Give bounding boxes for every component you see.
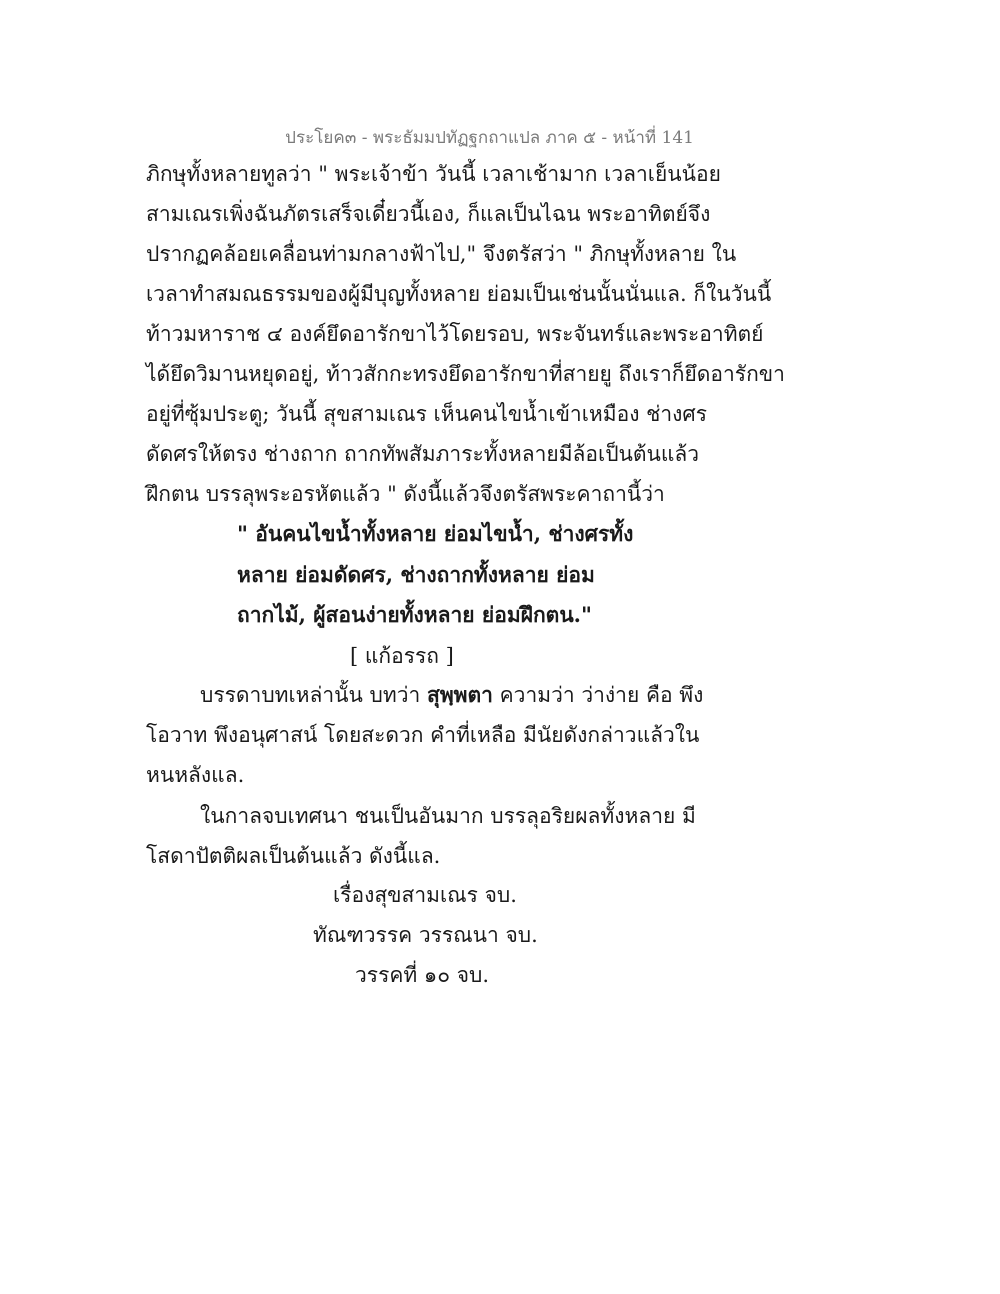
- explanation-line: [200, 681, 703, 709]
- explanation-line: โอวาท พึงอนุศาสน์ โดยสะดวก คำที่เหลือ มีนัยดังกล่าวแล้วใน: [146, 723, 700, 747]
- chapter-ending: ทัณฑวรรค วรรณนา จบ.: [313, 923, 538, 947]
- section-heading: [ แก้อรรถ ]: [350, 644, 454, 668]
- body-line: ได้ยึดวิมานหยุดอยู่, ท้าวสักกะทรงยึดอารักขาที่สายยู ถึงเราก็ยึดอารักขา: [146, 362, 785, 386]
- vagga-ending: วรรคที่ ๑๐ จบ.: [355, 963, 490, 987]
- body-line: เวลาทำสมณธรรมของผู้มีบุญทั้งหลาย ย่อมเป็นเช่นนั้นนั่นแล. ก็ในวันนี้: [146, 282, 772, 306]
- explanation-text: ความว่า ว่าง่าย คือ พึง: [492, 683, 704, 707]
- verse-line: หลาย ย่อมดัดศร, ช่างถากทั้งหลาย ย่อม: [237, 562, 595, 587]
- story-ending: เรื่องสุขสามเณร จบ.: [333, 883, 517, 907]
- body-line: ภิกษุทั้งหลายทูลว่า " พระเจ้าข้า วันนี้ เวลาเช้ามาก เวลาเย็นน้อย: [146, 162, 721, 186]
- body-line: ดัดศรให้ตรง ช่างถาก ถากทัพสัมภาระทั้งหลายมีล้อเป็นต้นแล้ว: [146, 442, 700, 466]
- body-line: ฝึกตน บรรลุพระอรหัตแล้ว " ดังนี้แล้วจึงตรัสพระคาถานี้ว่า: [146, 482, 665, 506]
- body-line: ปรากฏคล้อยเคลื่อนท่ามกลางฟ้าไป," จึงตรัสว่า " ภิกษุทั้งหลาย ใน: [146, 242, 737, 266]
- body-line: ท้าวมหาราช ๔ องค์ยึดอารักขาไว้โดยรอบ, พระจันทร์และพระอาทิตย์: [146, 322, 764, 346]
- verse-line: " อันคนไขน้ำทั้งหลาย ย่อมไขน้ำ, ช่างศรทั้ง: [237, 521, 634, 546]
- conclusion-line: ในกาลจบเทศนา ชนเป็นอันมาก บรรลุอริยผลทั้งหลาย มี: [200, 804, 696, 828]
- verse-line: ถากไม้, ผู้สอนง่ายทั้งหลาย ย่อมฝึกตน.": [237, 602, 592, 627]
- conclusion-line: โสดาปัตติผลเป็นต้นแล้ว ดังนี้แล.: [146, 844, 441, 868]
- body-line: อยู่ที่ซุ้มประตู; วันนี้ สุขสามเณร เห็นคนไขน้ำเข้าเหมือง ช่างศร: [146, 402, 708, 426]
- pali-term: สุพฺพตา: [427, 682, 493, 707]
- explanation-text: บรรดาบทเหล่านั้น บทว่า: [200, 683, 427, 707]
- page-header: ประโยค๓ - พระธัมมปทัฏฐกถาแปล ภาค ๕ - หน้าที่ 141: [285, 128, 694, 148]
- body-line: สามเณรเพิ่งฉันภัตรเสร็จเดี๋ยวนี้เอง, ก็แลเป็นไฉน พระอาทิตย์จึง: [146, 202, 711, 226]
- explanation-line: หนหลังแล.: [146, 763, 245, 787]
